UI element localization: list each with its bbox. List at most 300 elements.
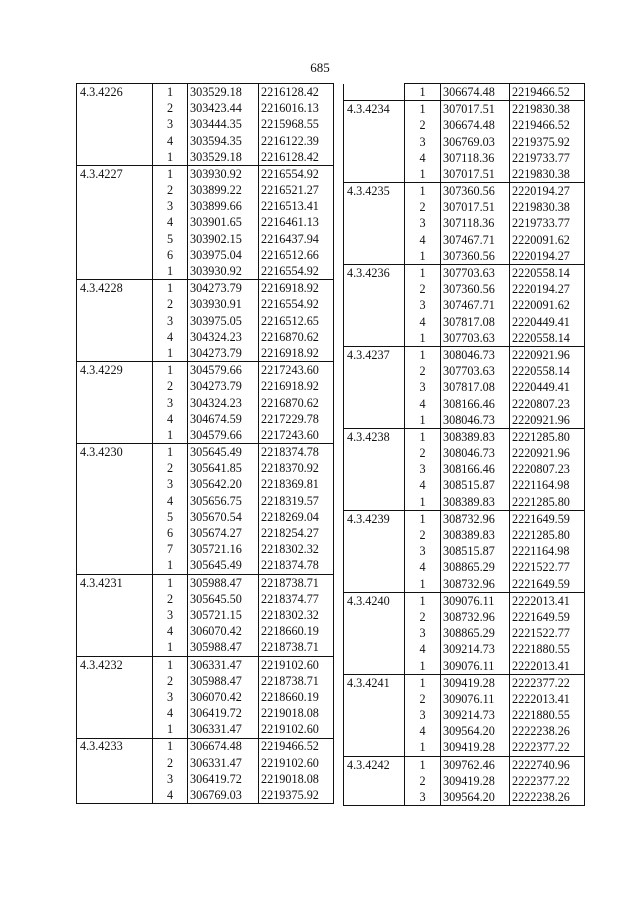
point-number-cell: 2 — [405, 199, 441, 215]
x-coordinate-cell: 307703.63 — [441, 265, 510, 282]
parcel-id-cell — [344, 281, 405, 297]
table-row — [77, 247, 334, 263]
table-row — [344, 510, 585, 527]
parcel-id-cell — [344, 527, 405, 543]
table-row — [344, 527, 585, 543]
table-row — [77, 493, 334, 509]
table-row — [344, 134, 585, 150]
table-row — [344, 543, 585, 559]
parcel-id-cell — [77, 215, 153, 231]
table-row — [77, 656, 334, 673]
y-coordinate-cell: 2222013.41 — [510, 691, 585, 707]
x-coordinate-cell: 305645.50 — [188, 591, 259, 607]
x-coordinate-cell: 307118.36 — [441, 216, 510, 232]
point-number-cell: 4 — [153, 623, 188, 639]
table-row — [344, 84, 585, 101]
point-number-cell: 2 — [153, 460, 188, 476]
y-coordinate-cell: 2220449.41 — [510, 314, 585, 330]
x-coordinate-cell: 305642.20 — [188, 477, 259, 493]
x-coordinate-cell: 307017.51 — [441, 199, 510, 215]
x-coordinate-cell: 308732.96 — [441, 609, 510, 625]
x-coordinate-cell: 304579.66 — [188, 427, 259, 444]
y-coordinate-cell: 2222013.41 — [510, 592, 585, 609]
x-coordinate-cell: 309076.11 — [441, 592, 510, 609]
x-coordinate-cell: 303899.22 — [188, 182, 259, 198]
point-number-cell: 4 — [405, 641, 441, 657]
y-coordinate-cell: 2216512.65 — [259, 313, 334, 329]
x-coordinate-cell: 308046.73 — [441, 412, 510, 429]
y-coordinate-cell: 2222377.22 — [510, 740, 585, 757]
parcel-id-cell — [344, 576, 405, 593]
y-coordinate-cell: 2220558.14 — [510, 330, 585, 347]
parcel-id-cell — [344, 609, 405, 625]
x-coordinate-cell: 305988.47 — [188, 574, 259, 591]
point-number-cell: 1 — [153, 149, 188, 166]
point-number-cell: 1 — [405, 330, 441, 347]
parcel-id-cell — [344, 248, 405, 265]
x-coordinate-cell: 306419.72 — [188, 771, 259, 787]
point-number-cell: 1 — [405, 265, 441, 282]
parcel-id-cell — [77, 591, 153, 607]
y-coordinate-cell: 2219375.92 — [510, 134, 585, 150]
x-coordinate-cell: 308046.73 — [441, 347, 510, 364]
x-coordinate-cell: 306419.72 — [188, 705, 259, 721]
table-row — [77, 721, 334, 738]
y-coordinate-cell: 2220194.27 — [510, 248, 585, 265]
point-number-cell: 1 — [405, 674, 441, 691]
table-row — [77, 182, 334, 198]
table-row — [77, 362, 334, 379]
x-coordinate-cell: 307118.36 — [441, 150, 510, 166]
point-number-cell: 2 — [153, 100, 188, 116]
x-coordinate-cell: 309762.46 — [441, 756, 510, 773]
table-row — [77, 84, 334, 101]
y-coordinate-cell: 2216122.39 — [259, 133, 334, 149]
coordinates-table-left — [76, 83, 334, 804]
point-number-cell: 1 — [153, 639, 188, 656]
point-number-cell: 2 — [405, 609, 441, 625]
table-row — [344, 199, 585, 215]
y-coordinate-cell: 2221285.80 — [510, 494, 585, 511]
table-row — [77, 296, 334, 312]
parcel-id-cell — [344, 740, 405, 757]
parcel-id-cell — [344, 330, 405, 347]
parcel-id-cell — [344, 625, 405, 641]
table-row — [344, 428, 585, 445]
x-coordinate-cell: 306674.48 — [441, 84, 510, 101]
x-coordinate-cell: 309419.28 — [441, 740, 510, 757]
x-coordinate-cell: 309419.28 — [441, 773, 510, 789]
point-number-cell: 6 — [153, 247, 188, 263]
y-coordinate-cell: 2218269.04 — [259, 509, 334, 525]
table-row — [344, 330, 585, 347]
point-number-cell: 4 — [153, 329, 188, 345]
table-row — [77, 378, 334, 394]
table-row — [77, 411, 334, 427]
x-coordinate-cell: 308389.83 — [441, 527, 510, 543]
y-coordinate-cell: 2215968.55 — [259, 116, 334, 132]
parcel-id-cell — [344, 216, 405, 232]
table-row — [77, 149, 334, 166]
y-coordinate-cell: 2220091.62 — [510, 297, 585, 313]
x-coordinate-cell: 304324.23 — [188, 395, 259, 411]
coordinates-table-right — [343, 83, 585, 806]
table-row — [344, 756, 585, 773]
point-number-cell: 1 — [153, 574, 188, 591]
y-coordinate-cell: 2218374.78 — [259, 557, 334, 574]
parcel-id-cell — [344, 461, 405, 477]
x-coordinate-cell: 308732.96 — [441, 510, 510, 527]
parcel-id-cell — [77, 116, 153, 132]
y-coordinate-cell: 2220194.27 — [510, 281, 585, 297]
y-coordinate-cell: 2222238.26 — [510, 723, 585, 739]
point-number-cell: 4 — [405, 314, 441, 330]
point-number-cell: 1 — [153, 345, 188, 362]
x-coordinate-cell: 307817.08 — [441, 314, 510, 330]
table-row — [344, 625, 585, 641]
parcel-id-cell — [344, 691, 405, 707]
point-number-cell: 1 — [153, 362, 188, 379]
parcel-id-cell: 4.3.4226 — [77, 84, 153, 101]
x-coordinate-cell: 308166.46 — [441, 396, 510, 412]
x-coordinate-cell: 303594.35 — [188, 133, 259, 149]
point-number-cell: 3 — [405, 134, 441, 150]
parcel-id-cell — [77, 493, 153, 509]
table-row — [344, 216, 585, 232]
parcel-id-cell — [77, 525, 153, 541]
y-coordinate-cell: 2219466.52 — [510, 117, 585, 133]
y-coordinate-cell: 2217229.78 — [259, 411, 334, 427]
x-coordinate-cell: 306769.03 — [188, 787, 259, 804]
table-row — [344, 576, 585, 593]
y-coordinate-cell: 2216521.27 — [259, 182, 334, 198]
y-coordinate-cell: 2219733.77 — [510, 216, 585, 232]
x-coordinate-cell: 304273.79 — [188, 378, 259, 394]
y-coordinate-cell: 2216016.13 — [259, 100, 334, 116]
parcel-id-cell — [344, 707, 405, 723]
table-row — [344, 117, 585, 133]
table-row — [344, 183, 585, 200]
y-coordinate-cell: 2220558.14 — [510, 363, 585, 379]
y-coordinate-cell: 2218254.27 — [259, 525, 334, 541]
parcel-id-cell: 4.3.4229 — [77, 362, 153, 379]
x-coordinate-cell: 304273.79 — [188, 345, 259, 362]
point-number-cell: 4 — [153, 215, 188, 231]
point-number-cell: 3 — [405, 543, 441, 559]
parcel-id-cell — [344, 658, 405, 675]
y-coordinate-cell: 2221285.80 — [510, 527, 585, 543]
y-coordinate-cell: 2219102.60 — [259, 656, 334, 673]
x-coordinate-cell: 304273.79 — [188, 280, 259, 297]
x-coordinate-cell: 309564.20 — [441, 723, 510, 739]
table-row — [77, 541, 334, 557]
parcel-id-cell — [77, 639, 153, 656]
point-number-cell: 4 — [153, 411, 188, 427]
table-row — [344, 789, 585, 806]
table-row — [77, 509, 334, 525]
parcel-id-cell — [77, 345, 153, 362]
point-number-cell: 1 — [405, 658, 441, 675]
parcel-id-cell — [77, 395, 153, 411]
x-coordinate-cell: 309076.11 — [441, 691, 510, 707]
x-coordinate-cell: 303899.66 — [188, 198, 259, 214]
table-row — [344, 166, 585, 183]
x-coordinate-cell: 304324.23 — [188, 329, 259, 345]
x-coordinate-cell: 307360.56 — [441, 281, 510, 297]
point-number-cell: 1 — [153, 280, 188, 297]
y-coordinate-cell: 2217243.60 — [259, 427, 334, 444]
parcel-id-cell — [344, 559, 405, 575]
y-coordinate-cell: 2216554.92 — [259, 263, 334, 280]
x-coordinate-cell: 308046.73 — [441, 445, 510, 461]
table-row — [344, 297, 585, 313]
table-row — [77, 427, 334, 444]
table-row — [77, 607, 334, 623]
point-number-cell: 1 — [405, 740, 441, 757]
parcel-id-cell — [77, 247, 153, 263]
y-coordinate-cell: 2218738.71 — [259, 574, 334, 591]
x-coordinate-cell: 308515.87 — [441, 543, 510, 559]
table-row — [77, 591, 334, 607]
x-coordinate-cell: 308865.29 — [441, 559, 510, 575]
point-number-cell: 2 — [405, 691, 441, 707]
parcel-id-cell: 4.3.4240 — [344, 592, 405, 609]
parcel-id-cell — [77, 673, 153, 689]
table-row — [344, 559, 585, 575]
y-coordinate-cell: 2221522.77 — [510, 625, 585, 641]
parcel-id-cell: 4.3.4241 — [344, 674, 405, 691]
x-coordinate-cell: 303930.92 — [188, 165, 259, 182]
point-number-cell: 2 — [405, 773, 441, 789]
x-coordinate-cell: 309564.20 — [441, 789, 510, 806]
x-coordinate-cell: 308389.83 — [441, 494, 510, 511]
y-coordinate-cell: 2221164.98 — [510, 543, 585, 559]
point-number-cell: 7 — [153, 541, 188, 557]
parcel-id-cell: 4.3.4228 — [77, 280, 153, 297]
point-number-cell: 6 — [153, 525, 188, 541]
y-coordinate-cell: 2219018.08 — [259, 771, 334, 787]
x-coordinate-cell: 306331.47 — [188, 656, 259, 673]
parcel-id-cell — [344, 363, 405, 379]
table-row — [77, 525, 334, 541]
y-coordinate-cell: 2216461.13 — [259, 215, 334, 231]
y-coordinate-cell: 2218370.92 — [259, 460, 334, 476]
y-coordinate-cell: 2218374.77 — [259, 591, 334, 607]
table-row — [344, 674, 585, 691]
y-coordinate-cell: 2221649.59 — [510, 510, 585, 527]
x-coordinate-cell: 303444.35 — [188, 116, 259, 132]
y-coordinate-cell: 2217243.60 — [259, 362, 334, 379]
x-coordinate-cell: 307817.08 — [441, 379, 510, 395]
table-row — [344, 478, 585, 494]
y-coordinate-cell: 2221649.59 — [510, 576, 585, 593]
point-number-cell: 4 — [153, 787, 188, 804]
point-number-cell: 1 — [405, 84, 441, 101]
point-number-cell: 4 — [153, 705, 188, 721]
table-row — [77, 574, 334, 591]
table-row — [77, 689, 334, 705]
y-coordinate-cell: 2220807.23 — [510, 396, 585, 412]
y-coordinate-cell: 2221285.80 — [510, 428, 585, 445]
y-coordinate-cell: 2219018.08 — [259, 705, 334, 721]
parcel-id-cell — [344, 396, 405, 412]
point-number-cell: 3 — [153, 116, 188, 132]
parcel-id-cell — [77, 296, 153, 312]
table-row — [77, 263, 334, 280]
point-number-cell: 4 — [405, 232, 441, 248]
parcel-id-cell — [344, 232, 405, 248]
y-coordinate-cell: 2218660.19 — [259, 623, 334, 639]
table-row — [344, 232, 585, 248]
y-coordinate-cell: 2219830.38 — [510, 199, 585, 215]
point-number-cell: 1 — [405, 166, 441, 183]
x-coordinate-cell: 307017.51 — [441, 166, 510, 183]
table-row — [344, 461, 585, 477]
parcel-id-cell — [344, 199, 405, 215]
point-number-cell: 3 — [153, 395, 188, 411]
parcel-id-cell — [77, 509, 153, 525]
table-row — [77, 280, 334, 297]
parcel-id-cell — [344, 314, 405, 330]
table-row — [344, 494, 585, 511]
point-number-cell: 2 — [405, 363, 441, 379]
table-row — [77, 444, 334, 461]
x-coordinate-cell: 305674.27 — [188, 525, 259, 541]
point-number-cell: 4 — [405, 478, 441, 494]
y-coordinate-cell: 2220091.62 — [510, 232, 585, 248]
point-number-cell: 1 — [153, 444, 188, 461]
y-coordinate-cell: 2216870.62 — [259, 329, 334, 345]
point-number-cell: 1 — [153, 165, 188, 182]
point-number-cell: 3 — [405, 625, 441, 641]
y-coordinate-cell: 2218369.81 — [259, 477, 334, 493]
point-number-cell: 3 — [153, 689, 188, 705]
y-coordinate-cell: 2218374.78 — [259, 444, 334, 461]
x-coordinate-cell: 303423.44 — [188, 100, 259, 116]
x-coordinate-cell: 307017.51 — [441, 101, 510, 118]
x-coordinate-cell: 307467.71 — [441, 232, 510, 248]
x-coordinate-cell: 309076.11 — [441, 658, 510, 675]
point-number-cell: 3 — [153, 313, 188, 329]
parcel-id-cell — [344, 379, 405, 395]
point-number-cell: 4 — [405, 150, 441, 166]
parcel-id-cell — [344, 134, 405, 150]
x-coordinate-cell: 303975.04 — [188, 247, 259, 263]
parcel-id-cell — [77, 427, 153, 444]
parcel-id-cell — [77, 149, 153, 166]
x-coordinate-cell: 309214.73 — [441, 641, 510, 657]
y-coordinate-cell: 2216128.42 — [259, 149, 334, 166]
table-row — [344, 248, 585, 265]
parcel-id-cell — [77, 411, 153, 427]
point-number-cell: 4 — [405, 396, 441, 412]
point-number-cell: 1 — [153, 263, 188, 280]
y-coordinate-cell: 2219102.60 — [259, 721, 334, 738]
point-number-cell: 4 — [405, 723, 441, 739]
point-number-cell: 3 — [153, 771, 188, 787]
point-number-cell: 2 — [153, 755, 188, 771]
table-row — [344, 641, 585, 657]
point-number-cell: 4 — [153, 493, 188, 509]
table-row — [344, 379, 585, 395]
table-row — [344, 281, 585, 297]
y-coordinate-cell: 2218302.32 — [259, 541, 334, 557]
point-number-cell: 3 — [153, 477, 188, 493]
x-coordinate-cell: 305670.54 — [188, 509, 259, 525]
x-coordinate-cell: 307360.56 — [441, 248, 510, 265]
parcel-id-cell: 4.3.4227 — [77, 165, 153, 182]
y-coordinate-cell: 2220921.96 — [510, 445, 585, 461]
table-row — [344, 396, 585, 412]
y-coordinate-cell: 2219102.60 — [259, 755, 334, 771]
x-coordinate-cell: 306674.48 — [441, 117, 510, 133]
point-number-cell: 5 — [153, 231, 188, 247]
y-coordinate-cell: 2222238.26 — [510, 789, 585, 806]
parcel-id-cell — [77, 378, 153, 394]
x-coordinate-cell: 305988.47 — [188, 639, 259, 656]
parcel-id-cell — [77, 231, 153, 247]
coordinates-table-body — [344, 84, 585, 806]
x-coordinate-cell: 305721.15 — [188, 607, 259, 623]
table-row — [344, 150, 585, 166]
table-row — [77, 395, 334, 411]
point-number-cell: 3 — [153, 607, 188, 623]
table-row — [344, 347, 585, 364]
point-number-cell: 3 — [405, 379, 441, 395]
y-coordinate-cell: 2222740.96 — [510, 756, 585, 773]
x-coordinate-cell: 303930.92 — [188, 263, 259, 280]
y-coordinate-cell: 2216512.66 — [259, 247, 334, 263]
parcel-id-cell: 4.3.4237 — [344, 347, 405, 364]
table-row — [344, 592, 585, 609]
point-number-cell: 2 — [405, 117, 441, 133]
table-row — [77, 477, 334, 493]
table-row — [77, 673, 334, 689]
table-row — [344, 658, 585, 675]
x-coordinate-cell: 303902.15 — [188, 231, 259, 247]
parcel-id-cell — [77, 460, 153, 476]
parcel-id-cell — [77, 313, 153, 329]
table-row — [77, 705, 334, 721]
x-coordinate-cell: 306769.03 — [441, 134, 510, 150]
y-coordinate-cell: 2219466.52 — [510, 84, 585, 101]
parcel-id-cell — [77, 133, 153, 149]
point-number-cell: 1 — [405, 428, 441, 445]
table-row — [344, 412, 585, 429]
table-row — [77, 639, 334, 656]
point-number-cell: 3 — [405, 461, 441, 477]
table-row — [344, 707, 585, 723]
y-coordinate-cell: 2216918.92 — [259, 280, 334, 297]
table-row — [77, 133, 334, 149]
y-coordinate-cell: 2216918.92 — [259, 345, 334, 362]
parcel-id-cell — [344, 543, 405, 559]
table-row — [77, 215, 334, 231]
y-coordinate-cell: 2219375.92 — [259, 787, 334, 804]
x-coordinate-cell: 308166.46 — [441, 461, 510, 477]
y-coordinate-cell: 2216128.42 — [259, 84, 334, 101]
x-coordinate-cell: 306331.47 — [188, 721, 259, 738]
y-coordinate-cell: 2216554.92 — [259, 165, 334, 182]
table-row — [77, 787, 334, 804]
table-row — [77, 313, 334, 329]
y-coordinate-cell: 2221522.77 — [510, 559, 585, 575]
parcel-id-cell — [344, 297, 405, 313]
point-number-cell: 2 — [153, 182, 188, 198]
parcel-id-cell — [344, 166, 405, 183]
x-coordinate-cell: 304674.59 — [188, 411, 259, 427]
table-row — [344, 740, 585, 757]
